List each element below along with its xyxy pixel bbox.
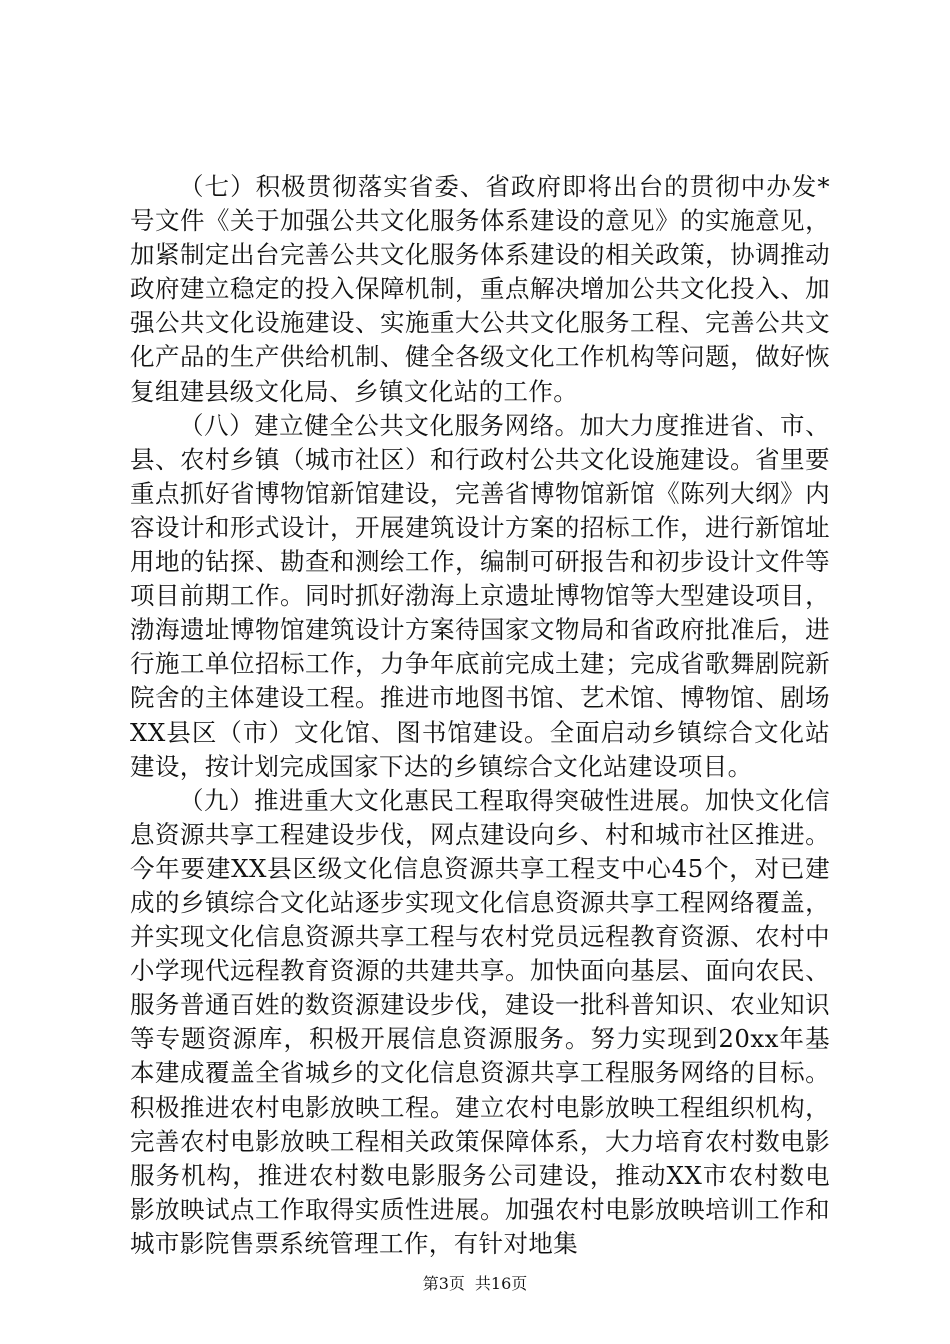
document-body <box>130 170 830 1261</box>
paragraph-7: （七）积极贯彻落实省委、省政府即将出台的贯彻中办发*号文件《关于加强公共文化服务体系建设的意见》的实施意见，加紧制定出台完善公共文化服务体系建设的相关政策，协调推动政府建立稳定的投入保障机制，重点解决增加公共文化投入、加强公共文化设施建设、实施重大公共文化服务工程、完善公共文化产品的生产供给机制、健全各级文化工作机构等问题，做好恢复组建县级文化局、乡镇文化站的工作。 <box>130 172 830 406</box>
paragraph-9: （九）推进重大文化惠民工程取得突破性进展。加快文化信息资源共享工程建设步伐，网点建设向乡、村和城市社区推进。今年要建XX县区级文化信息资源共享工程支中心45个，对已建成的乡镇综合文化站逐步实现文化信息资源共享工程网络覆盖，并实现文化信息资源共享工程与农村党员远程教育资源、农村中小学现代远程教育资源的共建共享。加快面向基层、面向农民、服务普通百姓的数资源建设步伐，建设一批科普知识、农业知识等专题资源库，积极开展信息资源服务。努力实现到20xx年基本建成覆盖全省城乡的文化信息资源共享工程服务网络的目标。积极推进农村电影放映工程。建立农村电影放映工程组织机构，完善农村电影放映工程相关政策保障体系，大力培育农村数电影服务机构，推进农村数电影服务公司建设，推动XX市农村数电影放映试点工作取得实质性进展。加强农村电影放映培训工作和城市影院售票系统管理工作，有针对地集 <box>130 785 830 1258</box>
page-total: 共16页 <box>474 1274 528 1293</box>
page-number: 第3页 <box>422 1274 465 1293</box>
page-footer <box>0 1274 950 1294</box>
paragraph-8: （八）建立健全公共文化服务网络。加大力度推进省、市、县、农村乡镇（城市社区）和行政村公共文化设施建设。省里要重点抓好省博物馆新馆建设，完善省博物馆新馆《陈列大纲》内容设计和形式设计，开展建筑设计方案的招标工作，进行新馆址用地的钻探、勘查和测绘工作，编制可研报告和初步设计文件等项目前期工作。同时抓好渤海上京遗址博物馆等大型建设项目，渤海遗址博物馆建筑设计方案待国家文物局和省政府批准后，进行施工单位招标工作，力争年底前完成土建；完成省歌舞剧院新院舍的主体建设工程。推进市地图书馆、艺术馆、博物馆、剧场XX县区（市）文化馆、图书馆建设。全面启动乡镇综合文化站建设，按计划完成国家下达的乡镇综合文化站建设项目。 <box>130 410 830 781</box>
